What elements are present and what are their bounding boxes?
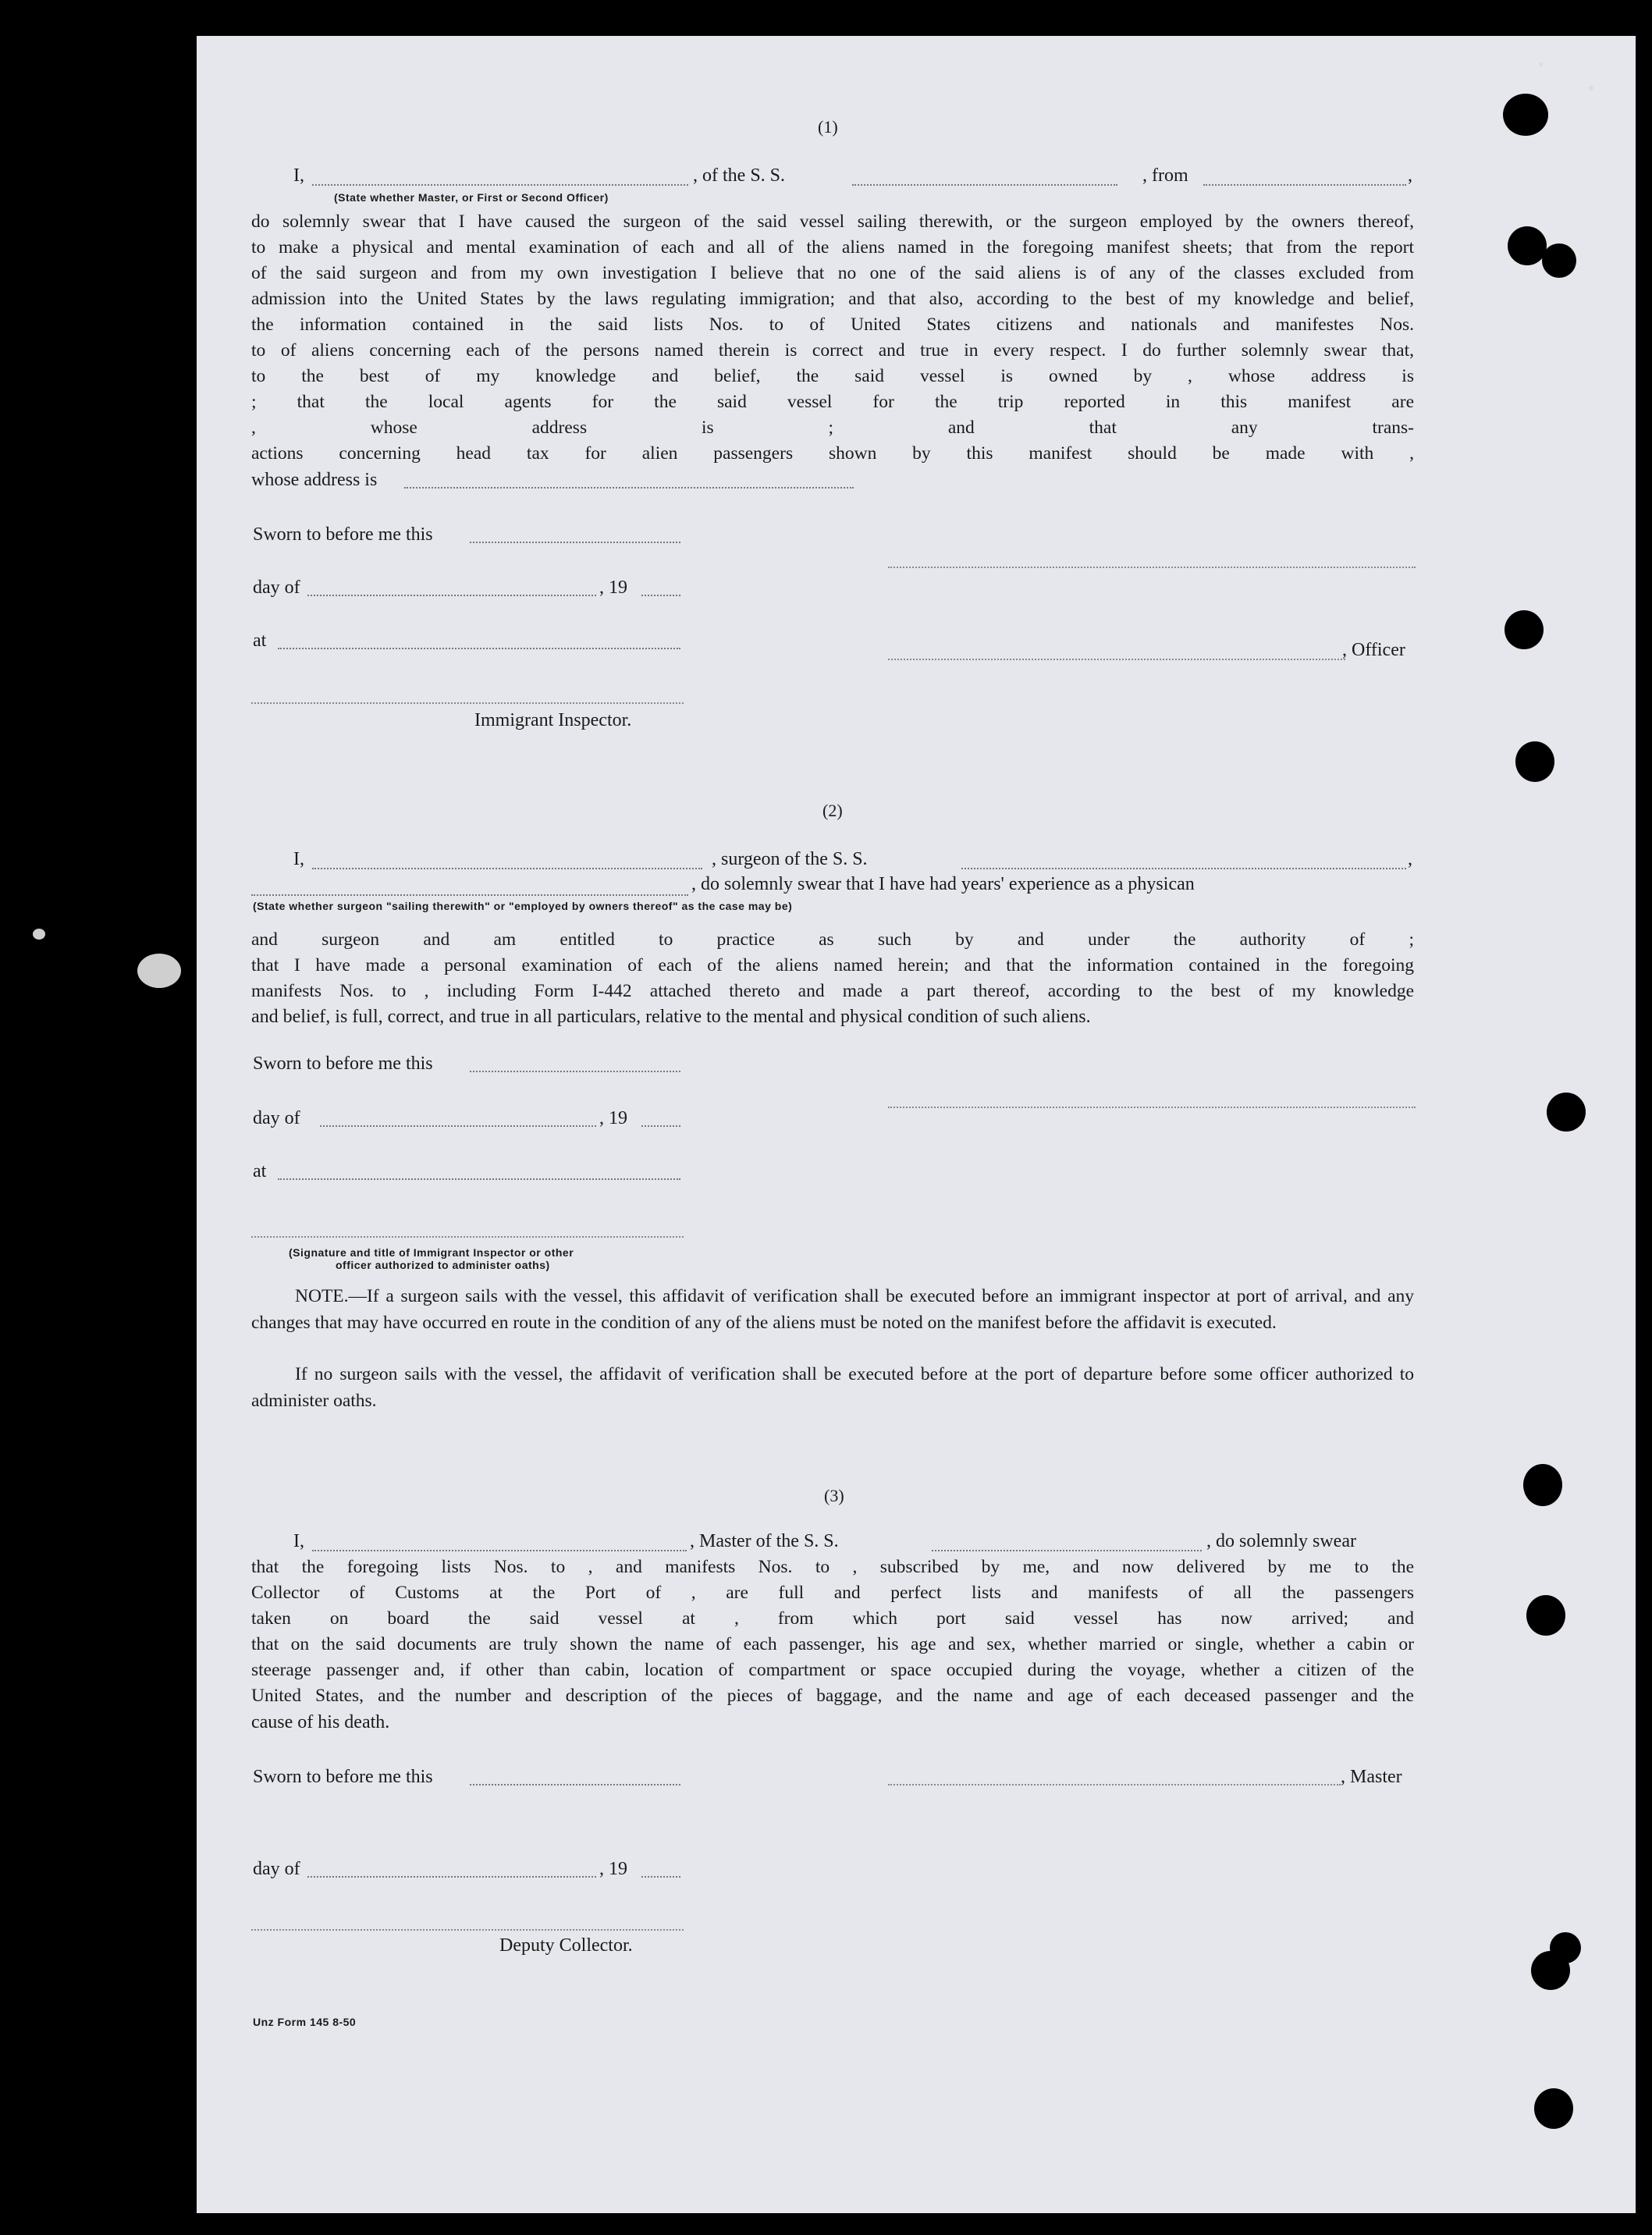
s1-nineteen: , 19 [599, 577, 627, 598]
s3-line1-swear: , do solemnly swear [1206, 1531, 1356, 1551]
s1-signature-line [888, 567, 1416, 568]
s2-day-blank [320, 1125, 596, 1127]
form-number: Unz Form 145 8-50 [253, 2016, 357, 2028]
speck [1589, 86, 1593, 91]
s3-collector: Deputy Collector. [499, 1935, 633, 1956]
s1-body [251, 209, 1414, 467]
form-page [197, 36, 1636, 2213]
s1-line1-i: I, [293, 165, 304, 186]
s1-line1-ss: , of the S. S. [693, 165, 786, 186]
s2-day-of: day of [253, 1108, 300, 1128]
s3-body-line: steerage passenger and, if other than cabin, location of compartment or space occupied during the voyage, whether a citizen of the [251, 1660, 1414, 1680]
s3-body-line: that on the said documents are truly shown the name of each passenger, his age and sex, whether married or single, whether a cabin or [251, 1634, 1414, 1654]
punch-hole [1542, 243, 1576, 278]
s1-caption: (State whether Master, or First or Second Officer) [334, 191, 609, 204]
s3-body-line: taken on board the said vessel at , from which port said vessel has now arrived; and [251, 1608, 1414, 1629]
s2-body-line: and surgeon and am entitled to practice as such by and under the authority of ; [251, 929, 1414, 950]
s2-inspector-line [251, 1236, 684, 1238]
s3-body-line: United States, and the number and description of the pieces of baggage, and the name and age of each deceased passenger and the [251, 1686, 1414, 1706]
s3-nineteen: , 19 [599, 1859, 627, 1879]
s1-body-line: actions concerning head tax for alien passengers shown by this manifest should be made with , [251, 443, 1414, 464]
section-1-heading: (1) [818, 117, 838, 137]
s2-sworn: Sworn to before me this [253, 1054, 433, 1074]
s1-day-of: day of [253, 577, 300, 598]
s2-surgeon-blank [312, 868, 702, 869]
s1-body-line: the information contained in the said lists Nos. to of United States citizens and nationals and manifestes Nos. [251, 314, 1414, 335]
s3-master-blank [312, 1550, 687, 1551]
punch-hole [1547, 1093, 1586, 1132]
s1-body-line: ; that the local agents for the said vessel for the trip reported in this manifest are [251, 392, 1414, 412]
s3-line1-i: I, [293, 1531, 304, 1551]
s1-body-line: to make a physical and mental examination of each and all of the aliens named in the foregoing manifest sheets; that from the report [251, 237, 1414, 258]
punch-hole [1508, 226, 1547, 265]
punch-hole [1505, 610, 1544, 649]
s1-body-line: , whose address is ; and that any trans- [251, 418, 1414, 438]
s2-line2: , do solemnly swear that I have had years' experience as a physican [691, 874, 1195, 894]
s3-master-line [888, 1784, 1341, 1786]
s1-body-line: admission into the United States by the laws regulating immigration; and that also, according to the best of my knowledge and belief, [251, 289, 1414, 309]
note-text: NOTE.—If a surgeon sails with the vessel, this affidavit of verification shall be executed before an immigrant inspector at port of arrival, and any changes that may have occurred en route in the condition of any of the aliens must be noted on the manifest before the affidavit is executed. [251, 1286, 1414, 1333]
note-paragraph-2 [251, 1361, 1414, 1414]
section-3-heading: (3) [824, 1486, 844, 1505]
s3-year-blank [641, 1876, 680, 1878]
s3-line1-ss: , Master of the S. S. [690, 1531, 839, 1551]
s1-line1-comma: , [1408, 165, 1412, 186]
paper-fragment [33, 929, 45, 940]
s1-year-blank [641, 595, 680, 596]
s2-caption: (State whether surgeon "sailing therewith" or "employed by owners thereof" as the case may be) [253, 900, 793, 912]
s3-day-of: day of [253, 1859, 300, 1879]
punch-hole [1550, 1932, 1581, 1963]
s1-sworn: Sworn to before me this [253, 524, 433, 545]
s3-ship-blank [932, 1550, 1202, 1551]
s3-body-last: cause of his death. [251, 1712, 390, 1732]
s2-body-line: manifests Nos. to , including Form I-442 attached thereto and made a part thereof, according to the best of my knowledge [251, 981, 1414, 1001]
s2-body [251, 927, 1414, 1004]
s3-day-blank [307, 1876, 596, 1878]
s1-address-blank [404, 487, 854, 489]
s3-collector-line [251, 1929, 684, 1931]
note-text-2: If no surgeon sails with the vessel, the affidavit of verification shall be executed before at the port of departure before some officer authorized to administer oaths. [251, 1364, 1414, 1411]
s3-sworn-blank [470, 1784, 680, 1786]
s2-at: at [253, 1161, 267, 1181]
s1-body-last: whose address is [251, 470, 378, 490]
section-2-heading: (2) [822, 801, 843, 820]
s1-officer-line [888, 659, 1345, 660]
punch-hole [1526, 1595, 1565, 1636]
s1-body-line: to of aliens concerning each of the persons named therein is correct and true in every respect. I do further solemnly swear that, [251, 340, 1414, 361]
s3-body-line: that the foregoing lists Nos. to , and manifests Nos. to , subscribed by me, and now delivered by me to the [251, 1557, 1414, 1577]
s2-body-last: and belief, is full, correct, and true in all particulars, relative to the mental and physical condition of such aliens. [251, 1007, 1091, 1027]
s2-caption2b: officer authorized to administer oaths) [336, 1259, 550, 1271]
s2-line1-i: I, [293, 849, 304, 869]
s2-body-line: that I have made a personal examination of each of the aliens named herein; and that the information contained in the foregoing [251, 955, 1414, 975]
paper-fragment [137, 954, 181, 988]
s1-line1-from: , from [1142, 165, 1188, 186]
s2-caption2a: (Signature and title of Immigrant Inspector or other [289, 1246, 574, 1259]
s2-at-blank [278, 1178, 680, 1180]
punch-hole [1503, 94, 1548, 136]
s1-day-blank [307, 595, 596, 596]
s3-body-line: Collector of Customs at the Port of , are full and perfect lists and manifests of all the passengers [251, 1583, 1414, 1603]
s1-body-line: of the said surgeon and from my own investigation I believe that no one of the said aliens is of any of the classes excluded from [251, 263, 1414, 283]
s1-inspector: Immigrant Inspector. [474, 710, 632, 730]
punch-hole [1515, 741, 1554, 782]
s1-at-blank [278, 648, 680, 649]
punch-hole [1534, 2088, 1573, 2129]
s3-sworn: Sworn to before me this [253, 1767, 433, 1787]
s1-ship-blank [852, 184, 1117, 186]
s2-line1-ss: , surgeon of the S. S. [712, 849, 868, 869]
s3-master: , Master [1341, 1767, 1402, 1787]
s1-from-blank [1203, 184, 1406, 186]
s1-at: at [253, 631, 267, 651]
s1-officer: , Officer [1342, 640, 1405, 660]
s2-sworn-blank [470, 1071, 680, 1072]
s1-sworn-blank [470, 542, 680, 543]
s1-body-line: do solemnly swear that I have caused the surgeon of the said vessel sailing therewith, or the surgeon employed by the owners thereof, [251, 211, 1414, 232]
s2-line1-comma: , [1408, 849, 1412, 869]
s2-nineteen: , 19 [599, 1108, 627, 1128]
s2-signature-line [888, 1107, 1416, 1108]
punch-hole [1523, 1464, 1562, 1506]
s1-inspector-line [251, 702, 684, 704]
s1-body-line: to the best of my knowledge and belief, the said vessel is owned by , whose address is [251, 366, 1414, 386]
s3-body [251, 1555, 1414, 1709]
note-paragraph [251, 1283, 1414, 1336]
speck [1539, 62, 1543, 66]
s2-year-blank [641, 1125, 680, 1127]
s2-ship-blank [961, 868, 1406, 869]
